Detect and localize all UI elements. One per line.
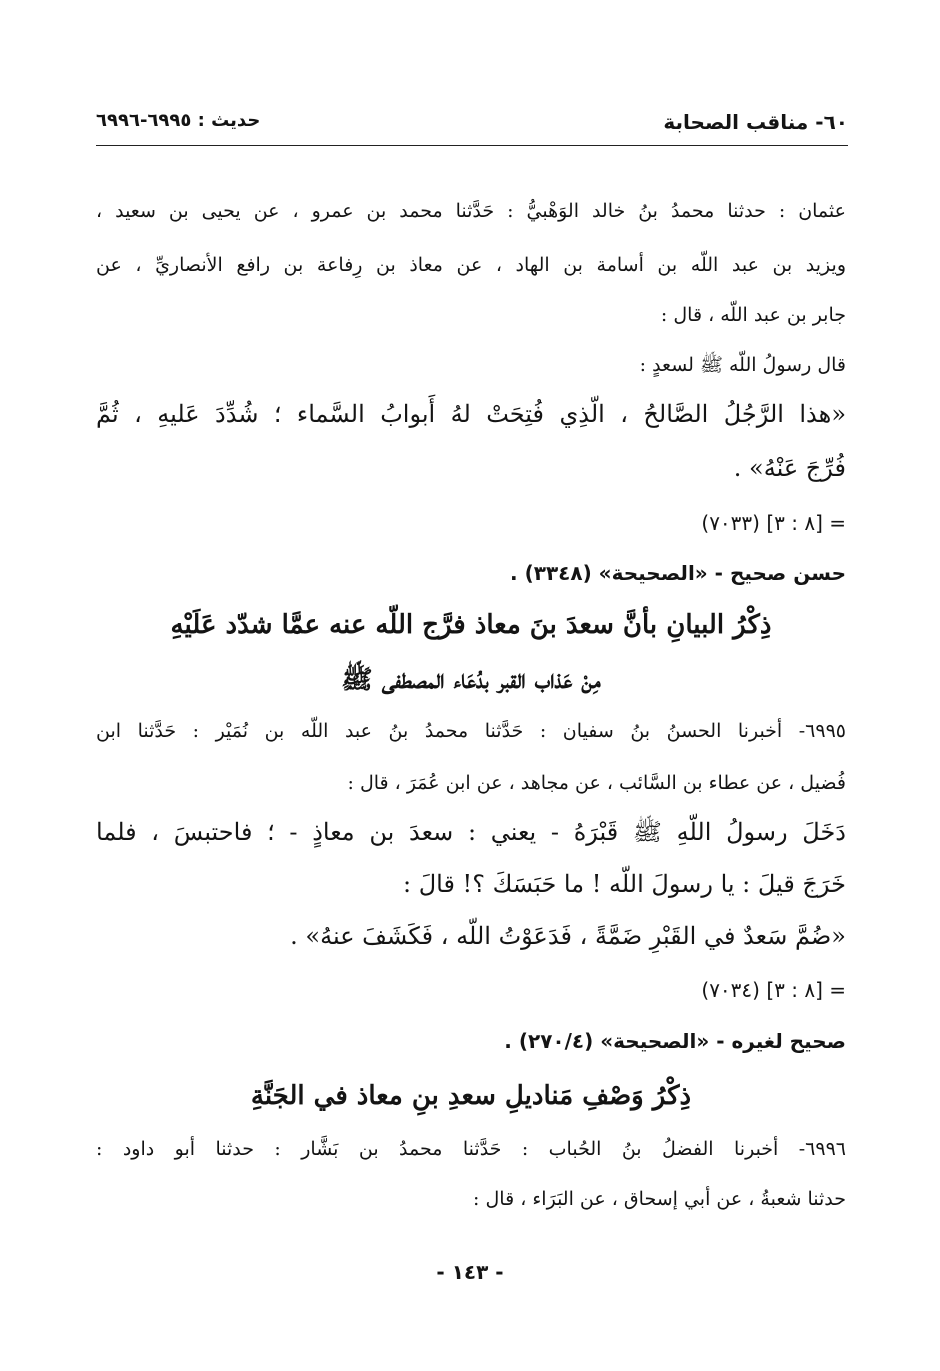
hadith-text: «هذا الرَّجُلُ الصَّالحُ ، الّذِي فُتِحَتْ لهُ أَبوابُ السَّماء ؛ شُدِّدَ عَليهِ ، ثُمَّ: [96, 400, 846, 428]
cross-reference: = [٨ : ٣] (٧٠٣٣): [701, 511, 846, 535]
text-line: فُضيل ، عن عطاء بن السَّائب ، عن مجاهد ، عن ابن عُمَرَ ، قال :: [347, 772, 846, 794]
cross-reference: = [٨ : ٣] (٧٠٣٤): [701, 978, 846, 1002]
text-line: قال رسولُ اللّه ﷺ لسعدٍ :: [639, 354, 846, 376]
hadith-grade: حسن صحيح - «الصحيحة» (٣٣٤٨) .: [510, 561, 846, 585]
section-title: مِنْ عَذاب القبر بدُعَاء المصطفى ﷺ: [341, 665, 601, 695]
text-line: جابر بن عبد اللّه ، قال :: [660, 304, 846, 326]
text-line: عثمان : حدثنا محمدُ بنُ خالد الوَهْبيُّ : حَدَّثنا محمد بن عمرو ، عن يحيى بن سعيد ،: [96, 200, 846, 222]
header-rule: [96, 145, 848, 146]
chapter-title: ٦٠- مناقب الصحابة: [663, 110, 848, 134]
text-line: ويزيد بن عبد اللّه بن أسامة بن الهاد ، عن معاذ بن رِفاعة بن رافع الأنصاريِّ ، عن: [96, 254, 846, 276]
running-header: [96, 110, 848, 140]
page-number: - ١٤٣ -: [436, 1260, 504, 1284]
text-line: حدثنا شعبةُ ، عن أبي إسحاق ، عن البَرَاء ، قال :: [473, 1188, 846, 1210]
hadith-text: «ضُمَّ سَعدٌ في القَبْرِ ضَمَّةً ، فَدَعَوْتُ اللّه ، فَكَشَفَ عنهُ» .: [290, 922, 846, 950]
section-title: ذِكْرُ وَصْفِ مَناديلِ سعدِ بنِ معاذ في الجَنَّةِ: [250, 1081, 692, 1111]
hadith-text: خَرَجَ قيلَ : يا رسولَ اللّه ! ما حَبَسَكَ ؟! قالَ :: [402, 870, 846, 898]
hadith-grade: صحيح لغيره - «الصحيحة» (٢٧٠/٤) .: [504, 1029, 846, 1053]
section-title: ذِكْرُ البيانِ بأنَّ سعدَ بنَ معاذ فرَّج اللّه عنه عمَّا شدّد عَلَيْهِ: [170, 610, 772, 640]
hadith-range: حديث : ٦٩٩٥-٦٩٩٦: [96, 110, 261, 131]
hadith-text: فُرِّجَ عَنْهُ» .: [733, 454, 846, 482]
hadith-text: دَخَلَ رسولُ اللّهِ ﷺ قَبْرَهُ - يعني : سعدَ بن معاذٍ - ؛ فاحتبسَ ، فلما: [96, 818, 846, 846]
text-line: ٦٩٩٦- أخبرنا الفضلُ بنُ الحُباب : حَدَّثنا محمدُ بن بَشَّار : حدثنا أبو داود :: [96, 1138, 846, 1160]
text-line: ٦٩٩٥- أخبرنا الحسنُ بنُ سفيان : حَدَّثنا محمدُ بنُ عبد اللّه بن نُمَيْر : حَدَّثنا ابن: [96, 720, 846, 742]
